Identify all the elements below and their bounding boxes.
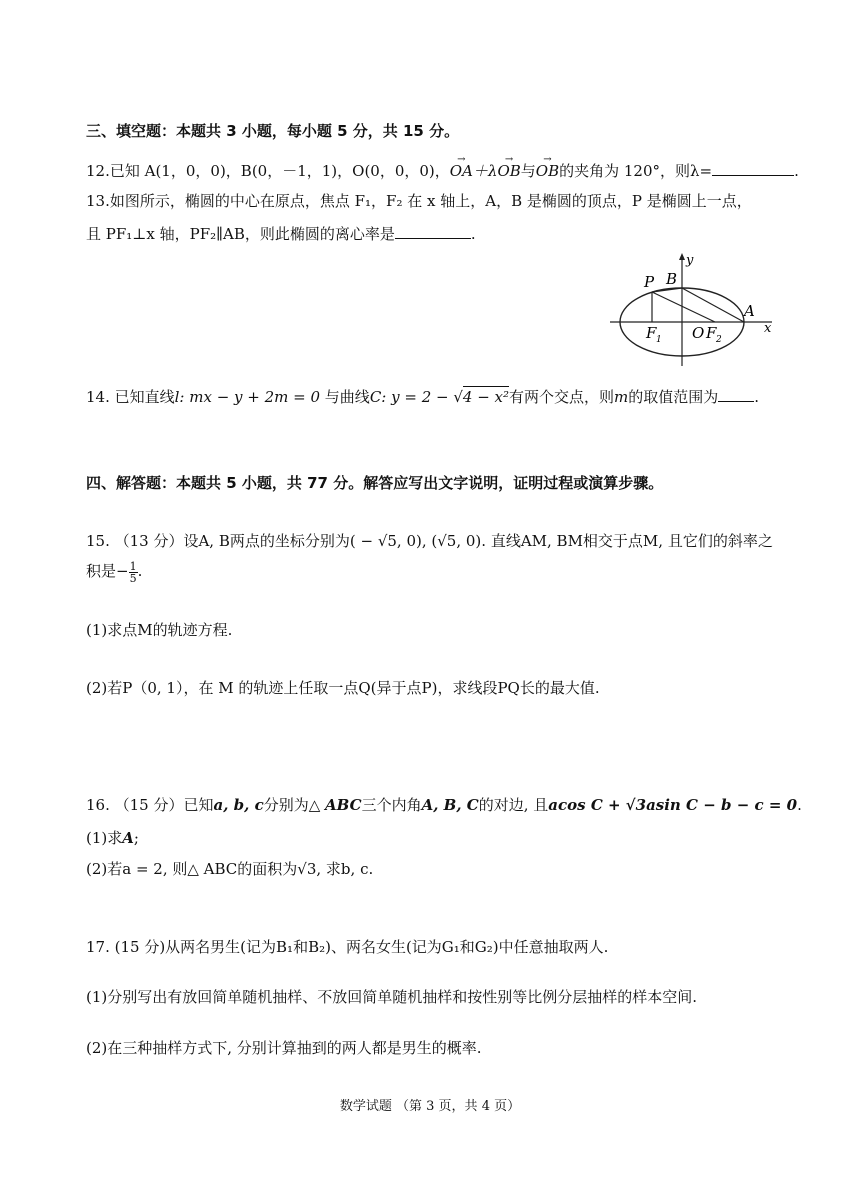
q16-part-1-text: (1)求 xyxy=(86,829,123,847)
q14-text-b: 与曲线 xyxy=(320,388,370,406)
q14-text-c: 有两个交点，则 xyxy=(509,388,615,406)
label-a: A xyxy=(744,302,755,320)
question-13-line-1: 13.如图所示，椭圆的中心在原点，焦点 F₁，F₂ 在 x 轴上，A，B 是椭圆的顶点，P 是椭圆上一点， xyxy=(86,192,752,210)
q15-fraction-denominator: 5 xyxy=(129,571,137,585)
q14-text-a: 14. 已知直线 xyxy=(86,388,175,406)
q14-line-equation: l: mx − y + 2m = 0 xyxy=(174,388,321,406)
q14-curve-equation: C: y = 2 − xyxy=(369,388,454,406)
q13-end: . xyxy=(470,225,476,243)
ellipse-figure xyxy=(600,250,790,368)
q16-text-c: 分别为△ xyxy=(263,796,326,814)
section-4-heading: 四、解答题：本题共 5 小题，共 77 分。解答应写出文字说明，证明过程或演算步骤。 xyxy=(86,474,664,492)
q15-line-2-end: . xyxy=(137,562,143,580)
question-15-part-2: (2)若P（0, 1），在 M 的轨迹上任取一点Q(异于点P)，求线段PQ长的最大值. xyxy=(86,679,600,697)
label-y: y xyxy=(686,253,694,268)
q13-line-2-text: 且 PF₁⊥x 轴，PF₂∥AB，则此椭圆的离心率是 xyxy=(86,225,395,243)
q16-equation: acos C + √3asin C − b − c = 0 xyxy=(548,796,798,814)
label-f1-sub: 1 xyxy=(656,335,662,345)
q14-sqrt-content: 4 − x² xyxy=(462,388,510,406)
q16-text-a: 16. （15 分）已知 xyxy=(86,796,214,814)
label-f2: F xyxy=(706,324,717,342)
label-p: P xyxy=(644,273,655,291)
question-13-line-2 xyxy=(86,222,476,245)
q14-answer-blank xyxy=(718,385,754,402)
q16-sides: a, b, c xyxy=(213,796,264,814)
question-15-part-1: (1)求点M的轨迹方程. xyxy=(86,621,233,639)
question-15-line-2 xyxy=(86,560,142,584)
question-17-line-1: 17. (15 分)从两名男生(记为B₁和B₂)、两名女生(记为G₁和G₂)中任意抽取两人. xyxy=(86,938,609,956)
q16-text-g: 的对边, 且 xyxy=(478,796,549,814)
q12-tail: 的夹角为 120°，则λ= xyxy=(559,162,713,180)
label-f1: F xyxy=(646,324,657,342)
question-15-line-1: 15. （13 分）设A, B两点的坐标分别为( − √5, 0), (√5, 0). 直线AM, BM相交于点M, 且它们的斜率之 xyxy=(86,532,773,550)
segment-pf2 xyxy=(652,292,715,322)
q15-fraction xyxy=(129,561,138,584)
q12-yu: 与 xyxy=(520,162,536,180)
question-14 xyxy=(86,385,759,408)
question-16-part-1 xyxy=(86,827,139,849)
q16-end: . xyxy=(797,796,802,814)
question-12 xyxy=(86,159,799,182)
section-3-heading: 三、填空题：本题共 3 小题，每小题 5 分，共 15 分。 xyxy=(86,122,460,140)
page-footer: 数学试题 （第 3 页，共 4 页） xyxy=(339,1099,521,1114)
q12-plus-lambda: ＋λ xyxy=(472,162,498,180)
q16-triangle: ABC xyxy=(325,796,362,814)
q16-part-1-a: A xyxy=(122,829,134,847)
q14-text-d: 的取值范围为 xyxy=(628,388,719,406)
q14-end: . xyxy=(754,388,760,406)
question-16-part-2: (2)若a = 2, 则△ ABC的面积为√3, 求b, c. xyxy=(86,860,374,878)
q16-angles: A, B, C xyxy=(421,796,479,814)
question-17-part-2: (2)在三种抽样方式下, 分别计算抽到的两人都是男生的概率. xyxy=(86,1039,482,1057)
q12-prefix: 12.已知 xyxy=(86,162,145,180)
label-f2-sub: 2 xyxy=(716,335,722,345)
label-o: O xyxy=(692,324,705,342)
q12-points: A(1，0，0)，B(0，－1，1)，O(0，0，0)， xyxy=(144,162,450,180)
label-b: B xyxy=(666,270,678,288)
q15-line-2-text: 积是− xyxy=(86,562,129,580)
q14-m: m xyxy=(614,388,629,406)
q12-end: . xyxy=(794,162,799,180)
q12-vector-oa: → OA xyxy=(450,160,473,182)
q12-answer-blank xyxy=(712,159,794,176)
label-x: x xyxy=(764,321,772,336)
q16-part-1-end: ; xyxy=(133,829,139,847)
y-axis-arrow-icon xyxy=(679,253,685,260)
question-16-line-1 xyxy=(86,794,802,816)
q14-sqrt-symbol: √ xyxy=(453,388,463,406)
q16-text-e: 三个内角 xyxy=(361,796,422,814)
q12-vector-ob-2: → OB xyxy=(536,160,559,182)
q12-vector-ob: → OB xyxy=(497,160,520,182)
q13-answer-blank xyxy=(395,222,471,239)
q15-fraction-numerator: 1 xyxy=(129,559,137,573)
question-17-part-1: (1)分别写出有放回简单随机抽样、不放回简单随机抽样和按性别等比例分层抽样的样本空间. xyxy=(86,988,698,1006)
